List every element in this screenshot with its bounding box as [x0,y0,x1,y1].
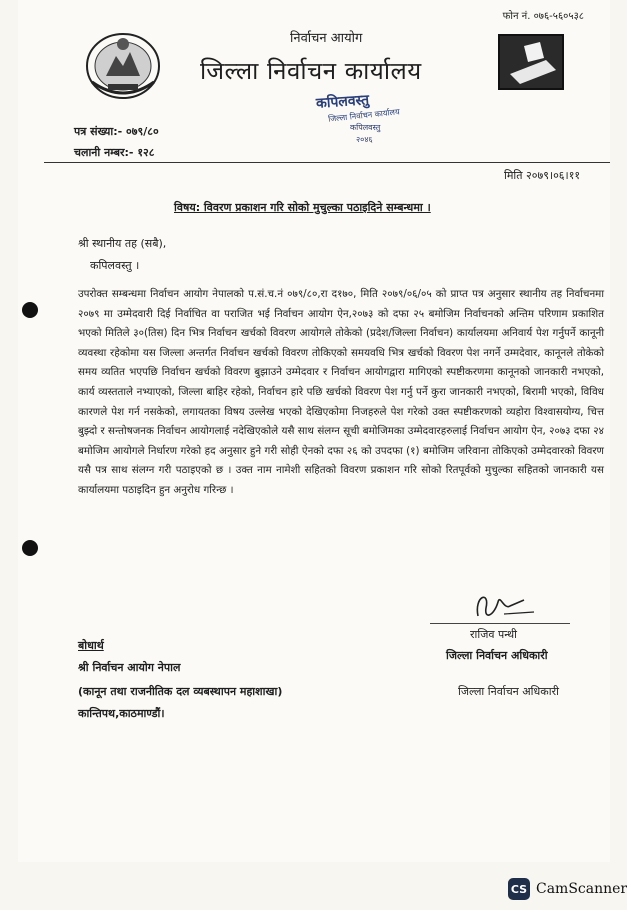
recipient-line-1: श्री स्थानीय तह (सबै), [78,237,167,250]
punch-hole [22,302,38,318]
signer-seal: जिल्ला निर्वाचन अधिकारी [458,685,559,698]
camscanner-text: CamScanner [536,881,627,897]
stamp-line-2: जिल्ला निर्वाचन कार्यालय [327,107,401,124]
nepal-emblem-icon [78,22,168,104]
letter-date: मिति २०७९।०६।११ [504,169,581,182]
punch-hole [22,540,38,556]
phone-number: फोन नं. ०७६-५६०५३८ [502,11,584,22]
stamp-line-4: २०४६ [356,135,373,144]
dispatch-number: चलानी नम्बर:- १२८ [74,146,155,159]
camscanner-watermark [508,878,627,900]
camscanner-logo-icon: CS [508,878,530,900]
cc-line-3: कान्तिपथ,काठमाण्डौं। [78,707,165,720]
cc-line-2: (कानून तथा राजनीतिक दल व्यबस्थापन महाशाखा) [78,685,283,698]
stamp-line-1: कपिलवस्तु [315,92,370,112]
header-divider [44,162,610,163]
ballot-box-icon [498,34,564,90]
letter-subject: विषय: विवरण प्रकाशन गरि सोको मुचुल्का पठाइदिने सम्बन्धमा । [174,201,431,214]
signer-name: राजिव पन्थी [470,628,518,641]
letter-body: उपरोक्त सम्बन्धमा निर्वाचन आयोग नेपालको प.सं.च.नं ०७९/८०,रा द१७०, मिति २०७९/०६/०५ को प्राप्त पत्र अनुसार स्थानीय तह निर्वाचनमा २०७९ मा उम्मेदवारी दिई निर्वाचित वा पराजित भई निर्वाचन आयोग ऐन,२०७३ को दफा २५ बमोजिम निर्वाचनको अन्तिम परिणाम प्रकाशित भएको मितिले ३०(तिस) दिन भित्र निर्वाचन खर्चको विवरण आयोगले तोकेको (प्रदेश/जिल्ला निर्वाचन) कार्यालयमा अनिवार्य पेश गर्नुपर्ने कानूनी व्यवस्था रहेकोमा यस जिल्ला अन्तर्गत निर्वाचन खर्चको विवरण तोकिएको समयवधि भित्र खर्चको विवरण पेश नगर्ने उम्मदेवार, कानूनले तोकेको समय व्यतित भएपछि निर्वाचन खर्चको विवरण बुझाउने उम्मेदवार र निर्वाचन आयोगद्वारा मागिएको स्पष्टीकरणमा कानूनको जानकारी नभएको, कार्य व्यस्तताले नभ्याएको, जिल्ला बाहिर रहेको, निर्वाचन हारे पछि खर्चको विवरण पेश गर्नु पर्ने कुरा जानकारी नभएको, बिरामी भएको, विविध कारणले पेश गर्न नसकेको, लगायतका विषय उल्लेख भएको देखिएकोमा निजहरुले पेश गरेको उक्त स्पष्टीकरणको व्यहोरा विश्वासयोग्य, चित्त बुझ्दो र सन्तोषजनक निर्वाचन आयोगलाई नदेखिएकोले यसै साथ संलग्न सूची बमोजिमका उम्मेदवारहरुलाई निर्वाचन आयोग ऐन, २०७३ दफा २४ बमोजिम आयोगले निर्धारण गरेको हद अनुसार हुने गरी सोही ऐनको दफा २६ को उपदफा (१) बमोजिम जरिवाना तोकिएको उम्मेदवारको विवरण यसै पत्र साथ संलग्न गरी पठाइएको छ । उक्त नाम नामेशी सहितको विवरण प्रकाशन गरि सोको रितपूर्वको मुचुल्का सहितको जानकारी यस कार्यालयमा पठाइदिन हुन अनुरोध गरिन्छ । [78,288,604,496]
office-stamp [310,92,420,148]
signature-line [430,623,570,624]
recipient-line-2: कपिलवस्तु । [90,259,140,272]
signer-title: जिल्ला निर्वाचन अधिकारी [446,649,548,662]
cc-heading: बोधार्थ [78,639,104,652]
stamp-line-3: कपिलवस्तु [350,123,381,132]
letter-sheet [18,0,610,862]
commission-name: निर्वाचन आयोग [290,31,363,46]
cc-line-1: श्री निर्वाचन आयोग नेपाल [78,661,181,674]
letter-number: पत्र संख्या:- ०७९/८० [74,125,159,138]
office-title: जिल्ला निर्वाचन कार्यालय [200,57,422,85]
signature-icon [464,586,564,626]
